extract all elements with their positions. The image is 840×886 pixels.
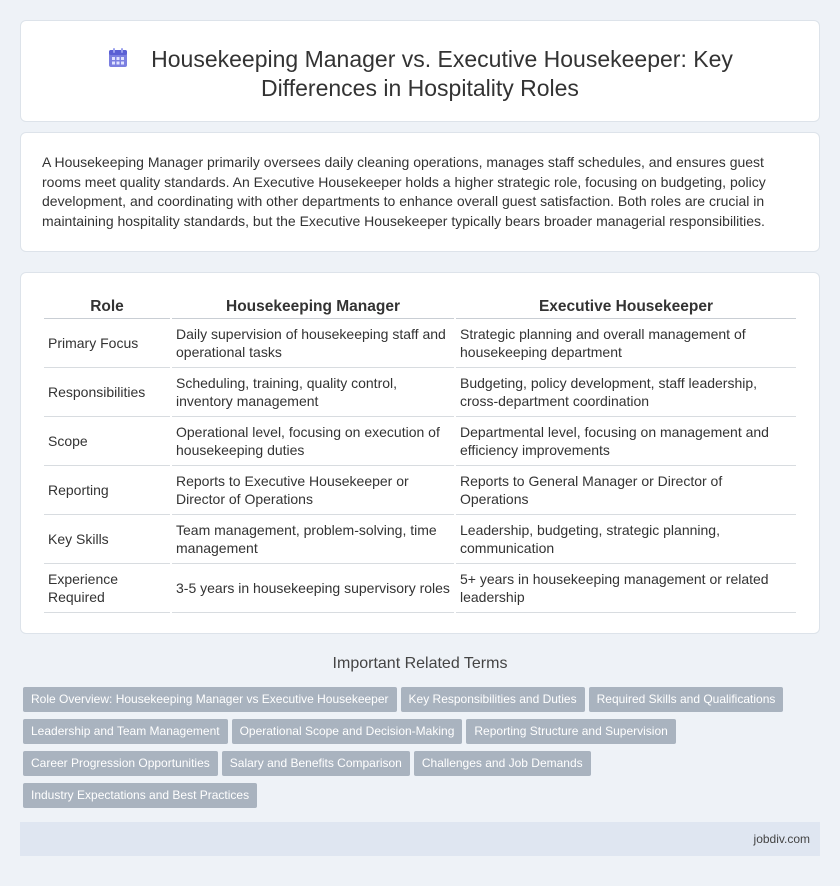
tag-row [23, 751, 803, 783]
calendar-icon [107, 47, 129, 69]
table-row [44, 564, 796, 613]
related-term-tag[interactable]: Challenges and Job Demands [414, 751, 591, 776]
tag-row [23, 719, 803, 751]
table-cell: Operational level, focusing on execution of housekeeping duties [172, 417, 454, 466]
table-cell: Leadership, budgeting, strategic planning, communication [456, 515, 796, 564]
table-row [44, 368, 796, 417]
table-cell: 5+ years in housekeeping management or related leadership [456, 564, 796, 613]
table-cell: Reports to General Manager or Director of Operations [456, 466, 796, 515]
related-term-tag[interactable]: Reporting Structure and Supervision [466, 719, 675, 744]
table-cell-role: Experience Required [44, 564, 170, 613]
table-cell: Strategic planning and overall management of housekeeping department [456, 319, 796, 368]
table-cell: Budgeting, policy development, staff leadership, cross-department coordination [456, 368, 796, 417]
page-title: Housekeeping Manager vs. Executive Housekeeper: Key Differences in Hospitality Roles [151, 46, 733, 101]
table-row [44, 466, 796, 515]
tag-row [23, 783, 803, 815]
table-row [44, 515, 796, 564]
table-cell: Scheduling, training, quality control, inventory management [172, 368, 454, 417]
related-term-tag[interactable]: Operational Scope and Decision-Making [232, 719, 463, 744]
related-term-tag[interactable]: Role Overview: Housekeeping Manager vs Executive Housekeeper [23, 687, 397, 712]
related-term-tag[interactable]: Career Progression Opportunities [23, 751, 218, 776]
page-title-wrap [61, 45, 779, 103]
related-term-tag[interactable]: Required Skills and Qualifications [589, 687, 784, 712]
footer [20, 822, 820, 856]
column-header: Role [44, 296, 170, 319]
table-cell-role: Responsibilities [44, 368, 170, 417]
table-cell-role: Reporting [44, 466, 170, 515]
table-cell-role: Key Skills [44, 515, 170, 564]
related-term-tag[interactable]: Leadership and Team Management [23, 719, 228, 744]
table-cell: Team management, problem-solving, time management [172, 515, 454, 564]
table-cell: 3-5 years in housekeeping supervisory roles [172, 564, 454, 613]
table-cell: Reports to Executive Housekeeper or Director of Operations [172, 466, 454, 515]
related-term-tag[interactable]: Key Responsibilities and Duties [401, 687, 585, 712]
table-row [44, 319, 796, 368]
table-cell-role: Scope [44, 417, 170, 466]
comparison-table [42, 296, 798, 613]
table-cell: Departmental level, focusing on management and efficiency improvements [456, 417, 796, 466]
table-cell-role: Primary Focus [44, 319, 170, 368]
comparison-card [20, 272, 820, 634]
related-term-tag[interactable]: Industry Expectations and Best Practices [23, 783, 257, 808]
table-cell: Daily supervision of housekeeping staff and operational tasks [172, 319, 454, 368]
intro-card [20, 132, 820, 252]
related-terms-list [23, 687, 803, 815]
footer-site-link[interactable]: jobdiv.com [753, 832, 810, 846]
related-term-tag[interactable]: Salary and Benefits Comparison [222, 751, 410, 776]
intro-paragraph: A Housekeeping Manager primarily oversees daily cleaning operations, manages staff schedules, and ensures guest rooms meet quality standards. An Executive Housekeeper holds a higher strategic role, focusing on budgeting, policy development, and coordinating with other departments to enhance overall guest satisfaction. Both roles are crucial in maintaining hospitality standards, but the Executive Housekeeper typically bears broader managerial responsibilities. [42, 154, 766, 229]
tag-row [23, 687, 803, 719]
table-row [44, 417, 796, 466]
table-header-row [44, 296, 796, 319]
column-header: Housekeeping Manager [172, 296, 454, 319]
related-terms-heading: Important Related Terms [332, 655, 508, 672]
title-card [20, 20, 820, 122]
column-header: Executive Housekeeper [456, 296, 796, 319]
